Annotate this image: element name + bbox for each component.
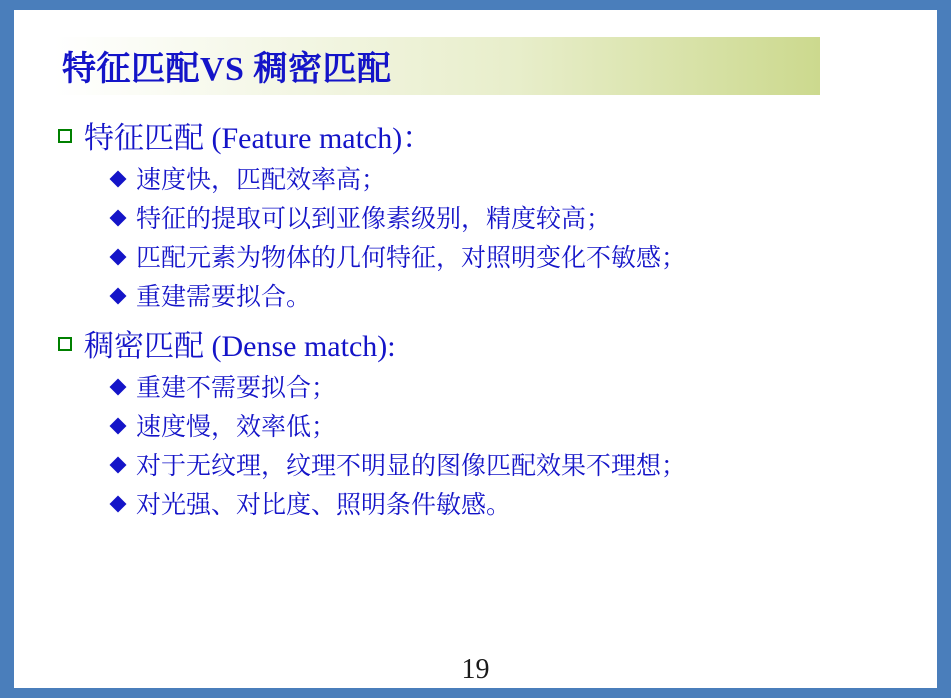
list-item-text: 速度快，匹配效率高；: [136, 167, 387, 194]
list-item-text: 匹配元素为物体的几何特征，对照明变化不敏感；: [136, 245, 687, 272]
diamond-bullet-icon: [112, 201, 136, 239]
list-item-text: 重建不需要拟合；: [136, 375, 337, 402]
diamond-bullet-icon: [112, 448, 136, 486]
square-bullet-icon: [58, 118, 84, 158]
list-item-text: 重建需要拟合。: [136, 284, 312, 311]
list-item: [58, 240, 908, 278]
list-item-text: 速度慢，效率低；: [136, 414, 337, 441]
diamond-bullet-icon: [112, 487, 136, 525]
diamond-bullet-icon: [112, 279, 136, 317]
slide: [14, 10, 937, 688]
page-title: 特征匹配VS 稠密匹配: [62, 51, 392, 88]
list-item: [58, 448, 908, 486]
section-heading-text: 特征匹配 (Feature match)：: [84, 122, 433, 155]
diamond-bullet-icon: [112, 409, 136, 447]
square-bullet-icon: [58, 326, 84, 366]
list-item-text: 特征的提取可以到亚像素级别，精度较高；: [136, 206, 612, 233]
list-item: [58, 162, 908, 200]
diamond-bullet-icon: [112, 162, 136, 200]
list-item: [58, 201, 908, 239]
slide-body: [58, 118, 908, 526]
section-heading: [58, 118, 908, 160]
list-item: [58, 487, 908, 525]
section-heading: [58, 326, 908, 368]
diamond-bullet-icon: [112, 370, 136, 408]
list-item: [58, 370, 908, 408]
spacer: [58, 318, 908, 326]
section-heading-text: 稠密匹配 (Dense match):: [84, 330, 396, 363]
diamond-bullet-icon: [112, 240, 136, 278]
list-item-text: 对光强、对比度、照明条件敏感。: [136, 492, 512, 519]
list-item: [58, 279, 908, 317]
list-item-text: 对于无纹理，纹理不明显的图像匹配效果不理想；: [136, 453, 687, 480]
page-number: 19: [461, 654, 490, 685]
list-item: [58, 409, 908, 447]
